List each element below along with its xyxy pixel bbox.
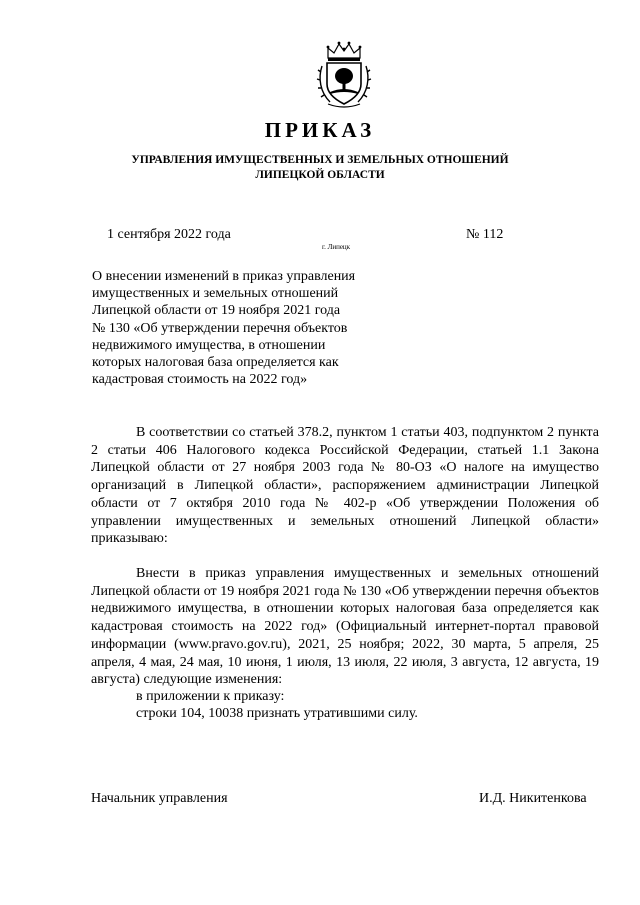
subject-line: О внесении изменений в приказ управления: [92, 269, 356, 284]
order-city: г. Липецк: [322, 243, 351, 251]
issuer-name: [100, 153, 540, 183]
subject-line: кадастровая стоимость на 2022 год»: [92, 372, 308, 388]
coat-of-arms-icon: [314, 40, 374, 110]
subject-line: имущественных и земельных отношений: [92, 286, 339, 302]
signer-position: Начальник управления: [91, 791, 228, 806]
legal-basis-paragraph: В соответствии со статьей 378.2, пунктом 1 статьи 403, подпунктом 2 пункта 2 статьи 406 Налогового кодекса Российской Федерации, статьей 1.1 Закона Липецкой области от 27 ноября 2003 года № 80-ОЗ «О налоге на имущество организаций в Липецкой области», распоряжением администрации Липецкой области от 7 октября 2010 года № 402-р «Об утверждении Положения об управлении имущественных и земельных отношений Липецкой области» приказываю:: [91, 425, 599, 547]
order-number: № 112: [466, 227, 504, 242]
signer-name: И.Д. Никитенкова: [479, 791, 587, 806]
order-subject: [92, 268, 402, 388]
order-date: 1 сентября 2022 года: [107, 227, 231, 242]
subject-line: № 130 «Об утверждении перечня объектов: [92, 320, 348, 336]
subject-line: которых налоговая база определяется как: [92, 355, 339, 371]
document-title: ПРИКАЗ: [264, 118, 376, 142]
amendment-item: в приложении к приказу:: [136, 689, 285, 704]
amendment-item: строки 104, 10038 признать утратившими силу.: [136, 706, 418, 721]
subject-line: Липецкой области от 19 ноября 2021 года: [92, 303, 341, 319]
issuer-line: УПРАВЛЕНИЯ ИМУЩЕСТВЕННЫХ И ЗЕМЕЛЬНЫХ ОТНОШЕНИЙ: [131, 154, 509, 166]
subject-line: недвижимого имущества, в отношении: [92, 337, 326, 353]
issuer-line: ЛИПЕЦКОЙ ОБЛАСТИ: [255, 169, 385, 181]
amendment-paragraph: Внести в приказ управления имущественных и земельных отношений Липецкой области от 19 ноября 2021 года № 130 «Об утверждении перечня объектов недвижимого имущества, в отношении которых налоговая база определяется как кадастровая стоимость на 2022 год» (Официальный интернет-портал правовой информации (www.pravo.gov.ru), 2021, 25 ноября; 2022, 30 марта, 5 апреля, 25 апреля, 4 мая, 24 мая, 10 июня, 1 июля, 13 июля, 22 июля, 3 августа, 12 августа, 19 августа) следующие изменения:: [91, 566, 599, 688]
